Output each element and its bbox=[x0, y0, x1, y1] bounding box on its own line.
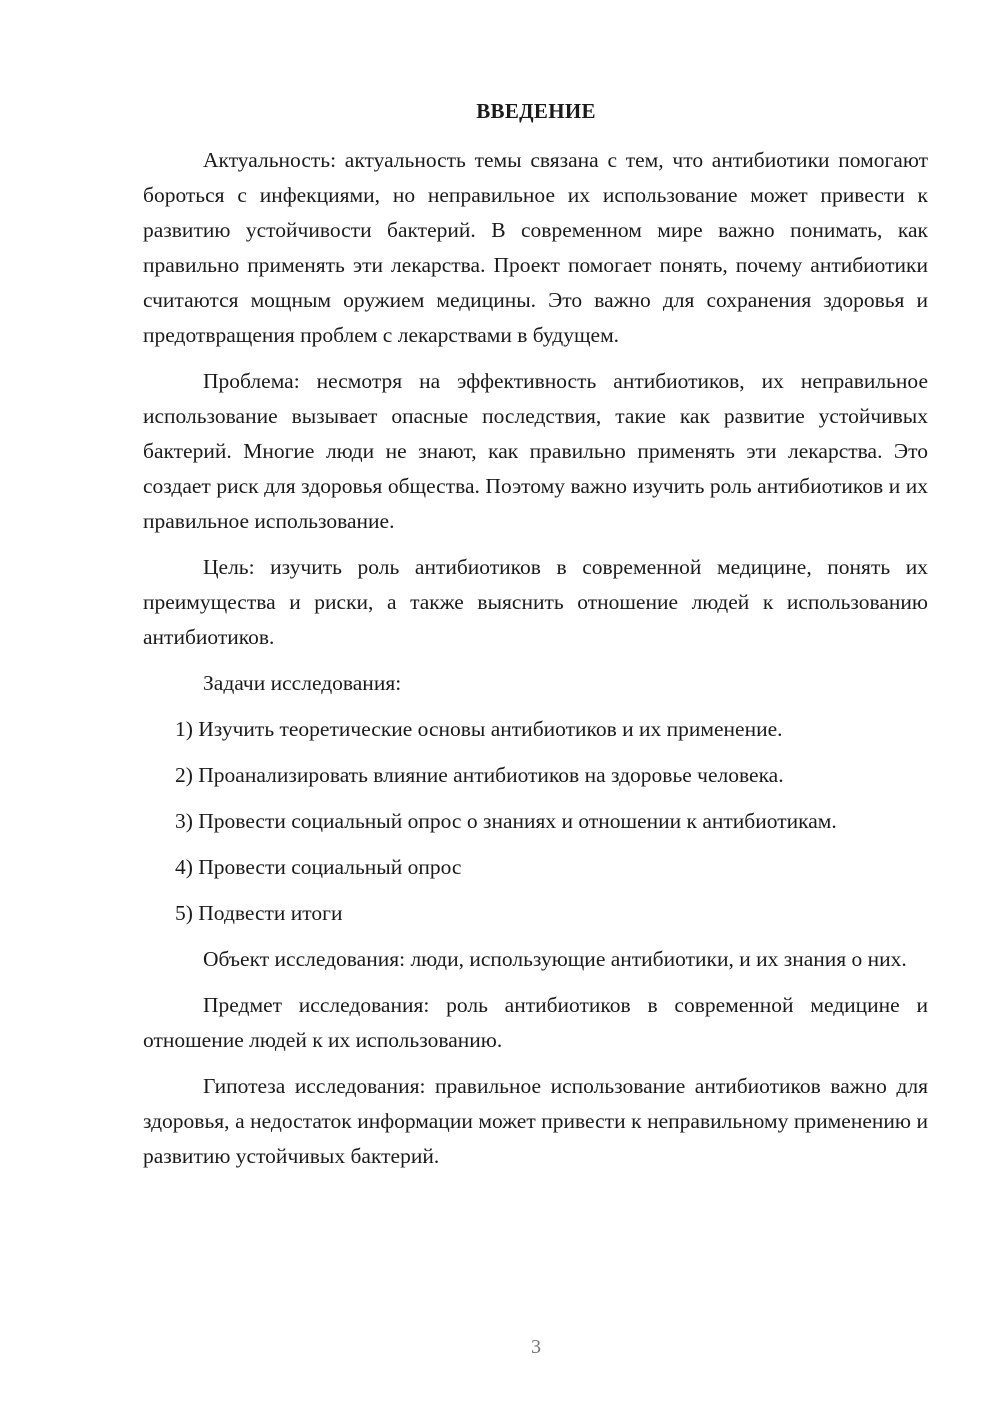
document-body bbox=[143, 143, 928, 1174]
paragraph-goal: Цель: изучить роль антибиотиков в современной медицине, понять их преимущества и риски, а также выяснить отношение людей к использованию антибиотиков. bbox=[143, 555, 928, 649]
list-item-task-1: 1) Изучить теоретические основы антибиотиков и их применение. bbox=[175, 717, 783, 741]
tasks-heading: Задачи исследования: bbox=[203, 671, 402, 695]
list-item-task-2: 2) Проанализировать влияние антибиотиков на здоровье человека. bbox=[175, 763, 784, 787]
paragraph-relevance: Актуальность: актуальность темы связана с тем, что антибиотики помогают бороться с инфекциями, но неправильное их использование может привести к развитию устойчивости бактерий. В современном мире важно понимать, как правильно применять эти лекарства. Проект помогает понять, почему антибиотики считаются мощным оружием медицины. Это важно для сохранения здоровья и предотвращения проблем с лекарствами в будущем. bbox=[143, 148, 928, 347]
paragraph-hypothesis: Гипотеза исследования: правильное использование антибиотиков важно для здоровья, а недостаток информации может привести к неправильному применению и развитию устойчивых бактерий. bbox=[143, 1074, 928, 1168]
paragraph-subject: Предмет исследования: роль антибиотиков в современной медицине и отношение людей к их использованию. bbox=[143, 993, 928, 1052]
page-title: ВВЕДЕНИЕ bbox=[476, 99, 596, 123]
list-item-task-4: 4) Провести социальный опрос bbox=[175, 855, 462, 879]
paragraph-problem: Проблема: несмотря на эффективность антибиотиков, их неправильное использование вызывает опасные последствия, такие как развитие устойчивых бактерий. Многие люди не знают, как правильно применять эти лекарства. Это создает риск для здоровья общества. Поэтому важно изучить роль антибиотиков и их правильное использование. bbox=[143, 369, 928, 533]
list-item-task-3: 3) Провести социальный опрос о знаниях и отношении к антибиотикам. bbox=[175, 809, 837, 833]
paragraph-object: Объект исследования: люди, использующие антибиотики, и их знания о них. bbox=[203, 947, 907, 971]
list-item-task-5: 5) Подвести итоги bbox=[175, 901, 343, 925]
page-number: 3 bbox=[531, 1336, 541, 1358]
